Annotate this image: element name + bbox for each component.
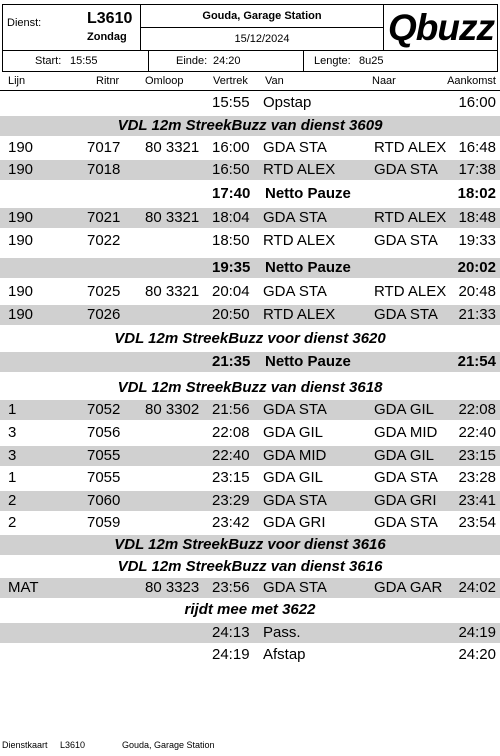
cell-vertrek: 23:56 [212, 579, 250, 596]
cell-vertrek: 16:50 [212, 161, 250, 178]
cell-omloop: 80 3321 [145, 139, 200, 156]
section-title-text: VDL 12m StreekBuzz van dienst 3618 [117, 379, 383, 396]
einde-box [148, 50, 304, 72]
lengte-value: 8u25 [359, 55, 384, 67]
cell-lijn: 190 [8, 139, 34, 156]
trip-row [0, 305, 500, 325]
trip-row [0, 513, 500, 533]
lengte-label: Lengte: [314, 55, 351, 67]
cell-aankomst: 16:00 [458, 94, 496, 111]
pause-end: 18:02 [457, 185, 496, 202]
date-label: 15/12/2024 [234, 33, 290, 45]
cell-van: GDA GRI [263, 514, 326, 531]
day-label: Zondag [87, 31, 127, 43]
section-title-text: rijdt mee met 3622 [184, 601, 316, 618]
section-title [0, 557, 500, 577]
cell-naar: GDA STA [374, 469, 438, 486]
cell-aankomst: 24:20 [458, 646, 496, 663]
logo-box [383, 4, 498, 51]
footer-label: Dienstkaart [2, 740, 48, 750]
cell-van: GDA MID [263, 447, 327, 464]
pause-row [0, 184, 500, 204]
start-label: Start: [35, 55, 62, 67]
cell-vertrek: 16:00 [212, 139, 250, 156]
location-box [140, 4, 384, 28]
cell-naar: GDA GRI [374, 492, 437, 509]
cell-vertrek: 24:13 [212, 624, 250, 641]
cell-lijn: 190 [8, 161, 34, 178]
einde-label: Einde: [176, 55, 208, 67]
cell-aankomst: 23:41 [458, 492, 496, 509]
trip-row [0, 231, 500, 251]
cell-ritnr: 7060 [87, 492, 121, 509]
pause-start: 17:40 [212, 185, 251, 202]
cell-van: RTD ALEX [263, 232, 336, 249]
cell-lijn: 2 [8, 514, 17, 531]
dienst-code: L3610 [87, 10, 133, 27]
cell-omloop: 80 3321 [145, 283, 200, 300]
cell-ritnr: 7018 [87, 161, 121, 178]
trip-row [0, 645, 500, 665]
cell-ritnr: 7055 [87, 469, 121, 486]
cell-vertrek: 23:15 [212, 469, 250, 486]
trip-row [0, 208, 500, 228]
cell-lijn: 2 [8, 492, 17, 509]
cell-van: RTD ALEX [263, 306, 336, 323]
cell-vertrek: 18:04 [212, 209, 250, 226]
cell-ritnr: 7022 [87, 232, 121, 249]
trip-row [0, 93, 500, 113]
cell-aankomst: 23:54 [458, 514, 496, 531]
section-title [0, 600, 500, 620]
column-header-row [0, 74, 500, 91]
cell-omloop: 80 3321 [145, 209, 200, 226]
cell-naar: GDA STA [374, 514, 438, 531]
cell-van: Afstap [263, 646, 306, 663]
col-ritnr: Ritnr [96, 75, 120, 87]
footer-code: L3610 [60, 740, 86, 750]
pause-end: 20:02 [457, 259, 496, 276]
trip-row [0, 491, 500, 511]
location-label: Gouda, Garage Station [202, 10, 322, 22]
cell-aankomst: 22:08 [458, 401, 496, 418]
cell-vertrek: 23:42 [212, 514, 250, 531]
einde-value: 24:20 [213, 55, 241, 67]
pause-start: 21:35 [212, 353, 251, 370]
cell-aankomst: 22:40 [458, 424, 496, 441]
cell-naar: RTD ALEX [374, 209, 447, 226]
cell-aankomst: 21:33 [458, 306, 496, 323]
cell-vertrek: 20:04 [212, 283, 250, 300]
section-title [0, 535, 500, 555]
cell-aankomst: 24:02 [458, 579, 496, 596]
cell-vertrek: 15:55 [212, 94, 250, 111]
section-title-text: VDL 12m StreekBuzz van dienst 3609 [117, 117, 383, 134]
cell-aankomst: 20:48 [458, 283, 496, 300]
col-aankomst: Aankomst [447, 75, 496, 87]
cell-vertrek: 23:29 [212, 492, 250, 509]
cell-van: GDA STA [263, 139, 327, 156]
cell-ritnr: 7056 [87, 424, 121, 441]
footer-location: Gouda, Garage Station [122, 740, 215, 750]
cell-van: GDA STA [263, 401, 327, 418]
start-value: 15:55 [70, 55, 98, 67]
section-title [0, 116, 500, 136]
lengte-box [303, 50, 498, 72]
cell-lijn: 1 [8, 401, 17, 418]
cell-vertrek: 22:40 [212, 447, 250, 464]
cell-lijn: 190 [8, 283, 34, 300]
cell-naar: GDA STA [374, 306, 438, 323]
cell-aankomst: 23:28 [458, 469, 496, 486]
section-title [0, 378, 500, 398]
cell-ritnr: 7021 [87, 209, 121, 226]
cell-omloop: 80 3302 [145, 401, 200, 418]
pause-label: Netto Pauze [265, 185, 351, 202]
cell-van: GDA GIL [263, 469, 324, 486]
cell-vertrek: 18:50 [212, 232, 250, 249]
section-title [0, 329, 500, 349]
cell-aankomst: 17:38 [458, 161, 496, 178]
cell-lijn: 3 [8, 424, 17, 441]
cell-vertrek: 22:08 [212, 424, 250, 441]
cell-lijn: 1 [8, 469, 17, 486]
trip-row [0, 446, 500, 466]
qbuzz-logo: Qbuzz [388, 7, 494, 48]
cell-vertrek: 20:50 [212, 306, 250, 323]
cell-aankomst: 23:15 [458, 447, 496, 464]
section-title-text: VDL 12m StreekBuzz voor dienst 3616 [114, 536, 386, 553]
col-lijn: Lijn [8, 75, 26, 87]
cell-ritnr: 7025 [87, 283, 121, 300]
cell-van: Pass. [263, 624, 301, 641]
trip-row [0, 623, 500, 643]
cell-van: RTD ALEX [263, 161, 336, 178]
cell-van: GDA GIL [263, 424, 324, 441]
cell-naar: GDA STA [374, 161, 438, 178]
cell-vertrek: 21:56 [212, 401, 250, 418]
cell-lijn: 3 [8, 447, 17, 464]
cell-naar: GDA STA [374, 232, 438, 249]
cell-van: GDA STA [263, 492, 327, 509]
col-naar: Naar [372, 75, 396, 87]
cell-ritnr: 7055 [87, 447, 121, 464]
cell-naar: GDA MID [374, 424, 438, 441]
trip-row [0, 423, 500, 443]
section-title-text: VDL 12m StreekBuzz van dienst 3616 [117, 558, 383, 575]
cell-van: GDA STA [263, 209, 327, 226]
cell-vertrek: 24:19 [212, 646, 250, 663]
cell-naar: GDA GIL [374, 401, 435, 418]
cell-naar: RTD ALEX [374, 283, 447, 300]
cell-aankomst: 24:19 [458, 624, 496, 641]
dienst-label: Dienst: [7, 17, 42, 29]
pause-start: 19:35 [212, 259, 251, 276]
pause-label: Netto Pauze [265, 353, 351, 370]
cell-lijn: 190 [8, 306, 34, 323]
cell-omloop: 80 3323 [145, 579, 200, 596]
cell-lijn: 190 [8, 232, 34, 249]
trip-row [0, 138, 500, 158]
trip-row [0, 468, 500, 488]
trip-row [0, 400, 500, 420]
section-title-text: VDL 12m StreekBuzz voor dienst 3620 [114, 330, 386, 347]
trip-row [0, 160, 500, 180]
date-box [140, 27, 384, 51]
col-vertrek: Vertrek [213, 75, 248, 87]
cell-lijn: MAT [8, 579, 39, 596]
col-omloop: Omloop [145, 75, 184, 87]
col-van: Van [265, 75, 284, 87]
cell-ritnr: 7059 [87, 514, 121, 531]
pause-end: 21:54 [457, 353, 496, 370]
cell-naar: GDA GIL [374, 447, 435, 464]
pause-row [0, 258, 500, 278]
cell-ritnr: 7052 [87, 401, 121, 418]
trip-row [0, 578, 500, 598]
cell-aankomst: 19:33 [458, 232, 496, 249]
cell-aankomst: 18:48 [458, 209, 496, 226]
cell-van: Opstap [263, 94, 312, 111]
cell-naar: RTD ALEX [374, 139, 447, 156]
dienst-box [2, 4, 141, 51]
trip-row [0, 282, 500, 302]
cell-ritnr: 7026 [87, 306, 121, 323]
cell-van: GDA STA [263, 283, 327, 300]
cell-lijn: 190 [8, 209, 34, 226]
start-box [2, 50, 149, 72]
cell-aankomst: 16:48 [458, 139, 496, 156]
cell-van: GDA STA [263, 579, 327, 596]
cell-naar: GDA GAR [374, 579, 443, 596]
pause-label: Netto Pauze [265, 259, 351, 276]
pause-row [0, 352, 500, 372]
cell-ritnr: 7017 [87, 139, 121, 156]
